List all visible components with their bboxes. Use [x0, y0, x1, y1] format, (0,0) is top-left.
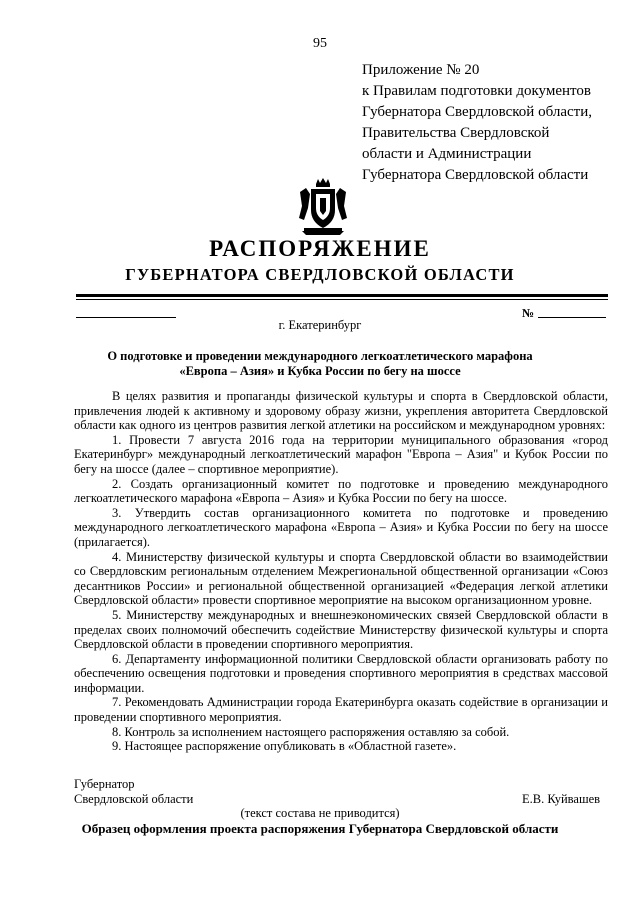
body-paragraph: 5. Министерству международных и внешнеэкономических связей Свердловской области в пределах своих полномочий обеспечить содействие Министерству физической культуры и спорта Свердловской области в проведении спортивного мероприятия. — [74, 607, 608, 652]
coat-of-arms-emblem — [296, 178, 350, 236]
body-paragraph: 2. Создать организационный комитет по подготовке и проведению международного легкоатлетического марафона «Европа – Азия» и Кубка России по бегу на шоссе. — [74, 476, 608, 506]
body-paragraph: 3. Утвердить состав организационного комитета по подготовке и проведению международного легкоатлетического марафона «Европа – Азия» и Кубка России по бегу на шоссе (прилагается). — [74, 505, 608, 549]
page-number: 95 — [313, 36, 327, 51]
document-title: РАСПОРЯЖЕНИЕ — [209, 236, 431, 261]
document-subtitle: ГУБЕРНАТОРА СВЕРДЛОВСКОЙ ОБЛАСТИ — [125, 265, 515, 284]
header-rule-thin — [76, 299, 608, 300]
body-paragraph: 8. Контроль за исполнением настоящего распоряжения оставляю за собой. — [112, 724, 510, 739]
body-paragraph: 4. Министерству физической культуры и спорта Свердловской области во взаимодействии со Свердловским региональным отделением Межрегиональной общественной организации «Союз десантников России» и региональной общественной организацией «Федерация легкой атлетики Свердловской области» провести спортивное мероприятие на высоком организационном уровне. — [74, 549, 608, 608]
appendix-line: области и Администрации — [362, 146, 532, 162]
signatory-title-line: Губернатор — [74, 777, 135, 791]
appendix-line: к Правилам подготовки документов — [362, 83, 591, 99]
appendix-line: Губернатора Свердловской области — [362, 167, 589, 183]
body-paragraph: 9. Настоящее распоряжение опубликовать в «Областной газете». — [112, 739, 457, 754]
body-paragraph: 7. Рекомендовать Администрации города Екатеринбурга оказать содействие в организации и проведении спортивного мероприятия. — [74, 695, 608, 725]
composition-note: (текст состава не приводится) — [240, 806, 400, 820]
signatory-title — [74, 777, 193, 807]
document-body — [74, 389, 608, 754]
appendix-line: Губернатора Свердловской области, — [362, 104, 592, 120]
appendix-block — [362, 60, 632, 186]
body-paragraph: 6. Департаменту информационной политики Свердловской области организовать работу по обеспечению освещения подготовки и проведения спортивного мероприятия в средствах массовой информации. — [74, 651, 608, 695]
figure-caption: Образец оформления проекта распоряжения Губернатора Свердловской области — [81, 821, 559, 836]
body-paragraph: В целях развития и пропаганды физической культуры и спорта в Свердловской области, привлечения людей к активному и здоровому образу жизни, укрепления авторитета Свердловской области как одного из центров развития легкой атлетики на российском и международном уровнях: — [74, 389, 608, 433]
signatory-title-line: Свердловской области — [74, 792, 194, 806]
heading-line: О подготовке и проведении международного легкоатлетического марафона — [107, 349, 533, 363]
header-rule-thick — [76, 294, 608, 297]
heading-line: «Европа – Азия» и Кубка России по бегу на шоссе — [179, 364, 461, 378]
body-paragraph: 1. Провести 7 августа 2016 года на территории муниципального образования «город Екатеринбург» международный легкоатлетический марафон "Европа – Азия" и Кубок России по бегу на шоссе (далее – спортивное мероприятие). — [74, 432, 608, 476]
signatory-name: Е.В. Куйвашев — [522, 792, 601, 806]
city-line: г. Екатеринбург — [278, 318, 362, 332]
document-heading — [60, 349, 580, 379]
number-label: № — [522, 306, 535, 320]
appendix-line: Правительства Свердловской — [362, 125, 550, 141]
appendix-line: Приложение № 20 — [362, 62, 480, 78]
